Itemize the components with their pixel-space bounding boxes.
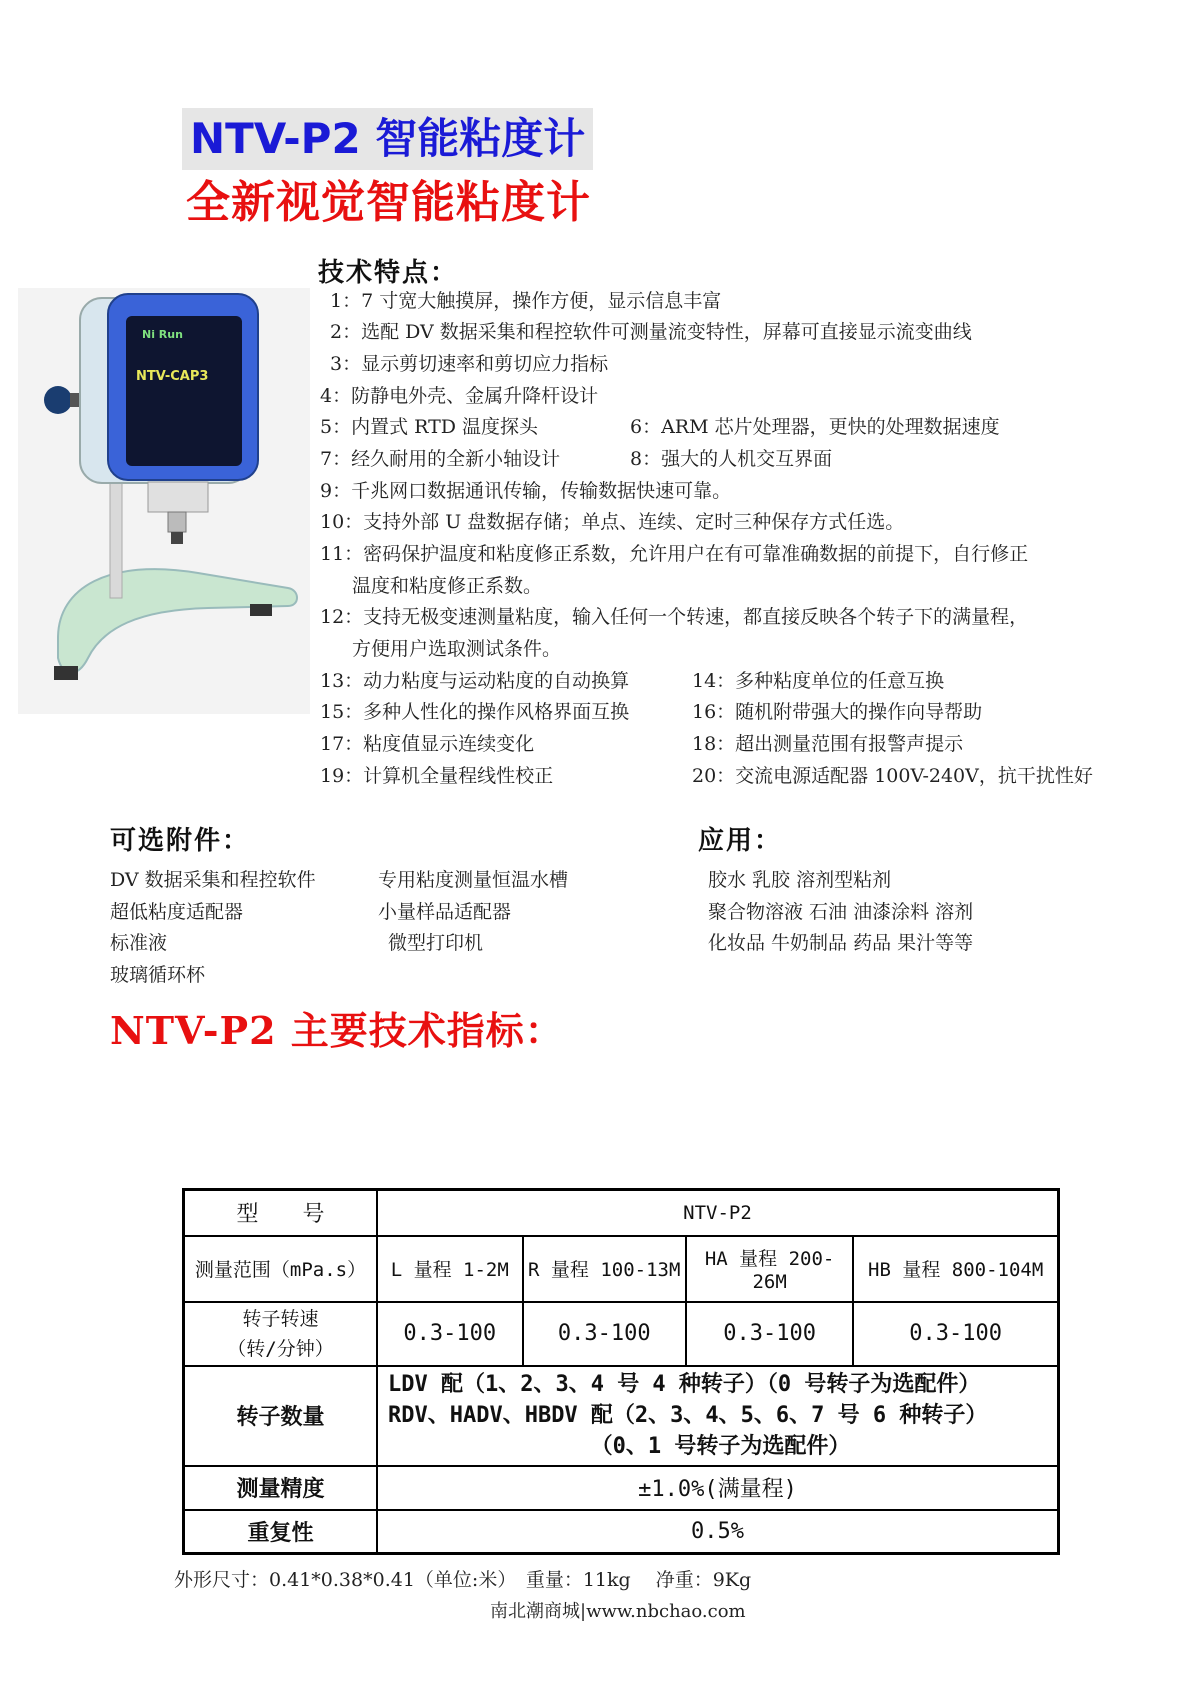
source-note: 南北潮商城|www.nbchao.com xyxy=(490,1601,746,1622)
specs-heading: NTV-P2 主要技术指标： xyxy=(110,1008,564,1053)
speed-cell: 0.3-100 xyxy=(853,1302,1058,1366)
feature-item: 10：支持外部 U 盘数据存储；单点、连续、定时三种保存方式任选。 xyxy=(320,511,905,533)
range-label: 测量范围（mPa.s） xyxy=(184,1236,377,1302)
feature-item: 5：内置式 RTD 温度探头 xyxy=(320,416,539,438)
table-row xyxy=(184,1190,1059,1236)
rotor-line: RDV、HADV、HBDV 配（2、3、4、5、6、7 号 6 种转子） xyxy=(387,1403,988,1428)
application-line: 胶水 乳胶 溶剂型粘剂 xyxy=(708,869,892,891)
feature-item: 11：密码保护温度和粘度修正系数，允许用户在有可靠准确数据的前提下，自行修正 xyxy=(320,543,1029,565)
feature-item: 2：选配 DV 数据采集和程控软件可测量流变特性，屏幕可直接显示流变曲线 xyxy=(330,321,972,343)
accessory-item: 超低粘度适配器 xyxy=(110,900,244,923)
rotor-info xyxy=(377,1366,1059,1466)
range-cell: L 量程 1-2M xyxy=(377,1236,523,1302)
feature-item-continued: 方便用户选取测试条件。 xyxy=(352,638,562,660)
feature-item-continued: 温度和粘度修正系数。 xyxy=(352,575,543,597)
features-list xyxy=(320,286,1180,787)
feature-item: 12：支持无极变速测量粘度，输入任何一个转速，都直接反映各个转子下的满量程， xyxy=(320,606,1029,628)
speed-cell: 0.3-100 xyxy=(377,1302,523,1366)
page-subtitle: 全新视觉智能粘度计 xyxy=(186,177,591,228)
table-row xyxy=(184,1366,1059,1466)
speed-label-line: （转/分钟） xyxy=(227,1337,334,1360)
accessory-item: 专用粘度测量恒温水槽 xyxy=(378,869,569,891)
speed-cell: 0.3-100 xyxy=(523,1302,686,1366)
feature-item: 6：ARM 芯片处理器，更快的处理数据速度 xyxy=(630,416,1000,438)
accuracy-value: ±1.0%(满量程) xyxy=(377,1466,1059,1510)
feature-item: 16：随机附带强大的操作向导帮助 xyxy=(692,701,983,723)
accessory-item: 玻璃循环杯 xyxy=(110,964,206,987)
accessory-item: DV 数据采集和程控软件 xyxy=(110,869,316,891)
feature-item: 3：显示剪切速率和剪切应力指标 xyxy=(330,353,609,375)
table-row xyxy=(184,1466,1059,1510)
spec-table xyxy=(182,1188,1060,1555)
repeatability-value: 0.5% xyxy=(377,1510,1059,1554)
feature-item: 14：多种粘度单位的任意互换 xyxy=(692,670,945,692)
accessory-item: 微型打印机 xyxy=(388,932,484,955)
feature-item: 13：动力粘度与运动粘度的自动换算 xyxy=(320,670,630,692)
range-cell: R 量程 100-13M xyxy=(523,1236,686,1302)
model-label: 型 号 xyxy=(184,1190,377,1236)
device-screen-brand: Ni Run xyxy=(142,328,183,341)
feature-item: 18：超出测量范围有报警声提示 xyxy=(692,733,964,755)
table-row xyxy=(184,1236,1059,1302)
feature-item: 17：粘度值显示连续变化 xyxy=(320,733,535,755)
range-cell: HB 量程 800-104M xyxy=(853,1236,1058,1302)
rotor-line: LDV 配（1、2、3、4 号 4 种转子）（0 号转子为选配件） xyxy=(387,1372,981,1397)
accessory-item: 标准液 xyxy=(110,932,168,955)
speed-label-line: 转子转速 xyxy=(242,1307,319,1330)
accessories-column-1 xyxy=(110,865,316,992)
range-cell: HA 量程 200-26M xyxy=(686,1236,853,1302)
accessory-item: 小量样品适配器 xyxy=(378,900,512,923)
rotor-line: （0、1 号转子为选配件） xyxy=(590,1434,851,1459)
feature-item: 9：千兆网口数据通讯传输，传输数据快速可靠。 xyxy=(320,480,732,502)
speed-cell: 0.3-100 xyxy=(686,1302,853,1366)
feature-item: 15：多种人性化的操作风格界面互换 xyxy=(320,701,630,723)
feature-item: 4：防静电外壳、金属升降杆设计 xyxy=(320,385,599,407)
accessories-column-2 xyxy=(378,865,568,960)
accuracy-label: 测量精度 xyxy=(184,1466,377,1510)
table-row xyxy=(184,1510,1059,1554)
application-line: 聚合物溶液 石油 油漆涂料 溶剂 xyxy=(708,900,974,923)
applications-heading: 应用： xyxy=(698,826,783,856)
feature-item: 20：交流电源适配器 100V-240V，抗干扰性好 xyxy=(692,765,1093,787)
feature-item: 19：计算机全量程线性校正 xyxy=(320,765,554,787)
viscometer-device-image xyxy=(18,288,310,714)
speed-label xyxy=(184,1302,377,1366)
repeatability-label: 重复性 xyxy=(184,1510,377,1554)
applications-list xyxy=(708,865,973,960)
table-row xyxy=(184,1302,1059,1366)
feature-item: 7：经久耐用的全新小轴设计 xyxy=(320,448,561,470)
page-title: NTV-P2 智能粘度计 xyxy=(182,108,593,170)
rotor-label: 转子数量 xyxy=(184,1366,377,1466)
dimensions-note: 外形尺寸：0.41*0.38*0.41（单位:米） 重量：11kg 净重：9Kg xyxy=(174,1569,752,1591)
accessories-heading: 可选附件： xyxy=(110,826,251,856)
device-screen-model: NTV-CAP3 xyxy=(136,369,209,384)
feature-item: 8：强大的人机交互界面 xyxy=(630,448,833,470)
application-line: 化妆品 牛奶制品 药品 果汁等等 xyxy=(708,932,974,955)
features-heading: 技术特点： xyxy=(318,258,459,288)
feature-item: 1：7 寸宽大触摸屏，操作方便，显示信息丰富 xyxy=(330,290,722,312)
model-value: NTV-P2 xyxy=(377,1190,1059,1236)
